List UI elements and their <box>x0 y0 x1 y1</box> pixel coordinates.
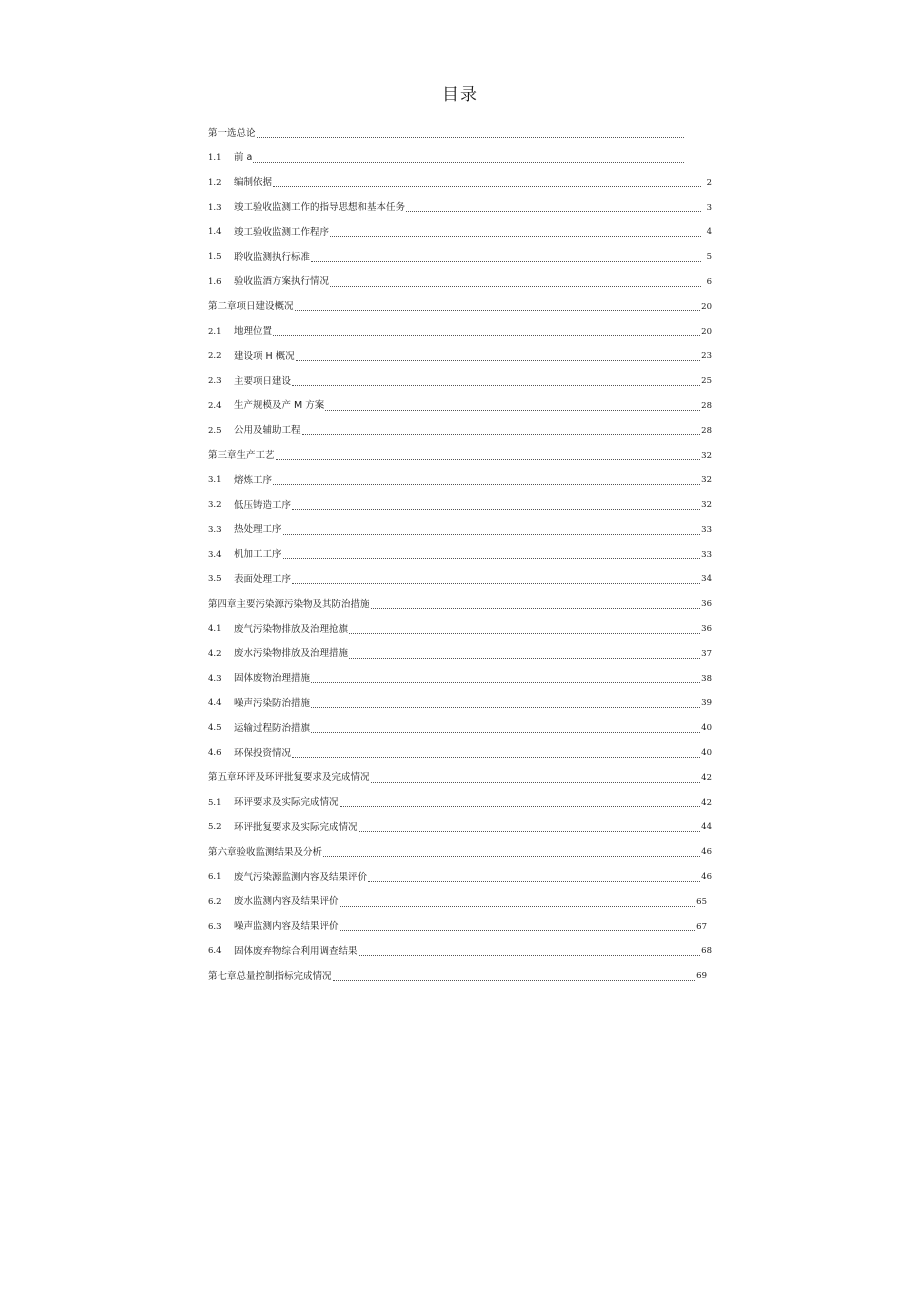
toc-chapter-entry[interactable] <box>208 121 712 146</box>
toc-section-entry[interactable] <box>208 195 712 220</box>
toc-section-number: 2.1 <box>208 326 222 337</box>
toc-entry-label: 环评要求及实际完成情况 <box>234 797 339 809</box>
toc-section-entry[interactable] <box>208 691 712 716</box>
toc-dot-leader <box>292 508 700 510</box>
toc-dot-leader <box>325 409 700 411</box>
toc-page-number: 33 <box>701 549 712 560</box>
toc-section-entry[interactable] <box>208 493 712 518</box>
toc-entry-label: 废气污染物排放及治理抢旗 <box>234 623 349 635</box>
toc-dot-leader <box>292 756 700 758</box>
toc-entry-label: 第四章主要污染源污染物及其防治措施 <box>208 598 370 610</box>
toc-entry-label: 第二章项日建设概况 <box>208 301 294 313</box>
toc-dot-leader <box>276 458 701 460</box>
toc-section-entry[interactable] <box>208 518 712 543</box>
toc-section-entry[interactable] <box>208 815 712 840</box>
toc-entry-label: 表面处理工序 <box>234 573 292 585</box>
toc-entry-label: 机加工工序 <box>234 549 282 561</box>
toc-page-number: 5 <box>706 252 712 263</box>
toc-section-number: 1.5 <box>208 252 222 263</box>
toc-dot-leader <box>292 582 700 584</box>
toc-section-number: 2.3 <box>208 376 222 387</box>
toc-dot-leader <box>349 632 700 634</box>
toc-entry-label: 固体废物治理措施 <box>234 673 311 685</box>
toc-section-number: 4.6 <box>208 748 222 759</box>
toc-entry-label: 环保投资情况 <box>234 747 292 759</box>
toc-dot-leader <box>368 880 700 882</box>
toc-section-entry[interactable] <box>208 617 712 642</box>
toc-dot-leader <box>283 533 701 535</box>
toc-page-number: 46 <box>701 847 712 858</box>
toc-page-number: 69 <box>696 971 707 982</box>
toc-page-number: 67 <box>696 921 707 932</box>
toc-page-number: 68 <box>701 946 712 957</box>
toc-dot-leader <box>330 235 701 237</box>
toc-section-entry[interactable] <box>208 468 712 493</box>
toc-dot-leader <box>273 185 701 187</box>
toc-section-entry[interactable] <box>208 716 712 741</box>
toc-section-number: 3.1 <box>208 475 222 486</box>
toc-dot-leader <box>253 161 684 163</box>
toc-entry-label: 废气污染源监测内容及结果评价 <box>234 871 368 883</box>
toc-dot-leader <box>330 285 701 287</box>
toc-chapter-entry[interactable] <box>208 295 712 320</box>
toc-entry-label: 噪声污染防治措施 <box>234 697 311 709</box>
toc-section-entry[interactable] <box>208 543 712 568</box>
toc-entry-label: 地理位置 <box>234 326 273 338</box>
toc-page-number: 3 <box>706 202 712 213</box>
toc-section-number: 2.5 <box>208 425 222 436</box>
toc-dot-leader <box>311 731 700 733</box>
toc-section-number: 3.3 <box>208 524 222 535</box>
toc-page-number: 32 <box>701 450 712 461</box>
toc-dot-leader <box>295 309 701 311</box>
toc-section-number: 6.3 <box>208 921 222 932</box>
toc-page-number: 37 <box>701 648 712 659</box>
toc-entry-label: 编制依据 <box>234 177 273 189</box>
toc-page-number: 20 <box>701 326 712 337</box>
toc-dot-leader <box>302 433 701 435</box>
toc-page-number: 38 <box>701 673 712 684</box>
toc-section-entry[interactable] <box>208 171 712 196</box>
toc-page-number: 42 <box>701 797 712 808</box>
toc-entry-label: 验收监酒方案执行情况 <box>234 276 330 288</box>
toc-entry-label: 热处理工序 <box>234 524 282 536</box>
toc-section-number: 6.1 <box>208 872 222 883</box>
toc-page-number: 36 <box>701 599 712 610</box>
toc-entry-label: 运输过程防治措旗 <box>234 722 311 734</box>
toc-page-number: 23 <box>701 351 712 362</box>
toc-section-number: 3.4 <box>208 549 222 560</box>
toc-page-number: 40 <box>701 748 712 759</box>
toc-section-entry[interactable] <box>208 939 712 964</box>
toc-dot-leader <box>311 706 700 708</box>
toc-entry-label: 第一选总论 <box>208 127 256 139</box>
toc-page-number: 32 <box>701 475 712 486</box>
toc-entry-label: 主要项日建设 <box>234 375 292 387</box>
toc-section-number: 6.4 <box>208 946 222 957</box>
page-title: 目录 <box>442 85 478 105</box>
toc-section-number: 6.2 <box>208 896 222 907</box>
toc-section-number: 4.4 <box>208 698 222 709</box>
toc-entry-label: 废水监测内容及结果评价 <box>234 896 339 908</box>
toc-entry-label: 第六章验收监测结果及分析 <box>208 846 323 858</box>
toc-section-entry[interactable] <box>208 865 712 890</box>
toc-chapter-entry[interactable] <box>208 443 712 468</box>
toc-section-number: 5.1 <box>208 797 222 808</box>
toc-dot-leader <box>333 979 696 981</box>
toc-section-entry[interactable] <box>208 245 712 270</box>
toc-dot-leader <box>359 954 701 956</box>
toc-section-number: 1.6 <box>208 276 222 287</box>
toc-section-number: 4.2 <box>208 648 222 659</box>
toc-section-entry[interactable] <box>208 319 712 344</box>
toc-section-number: 1.2 <box>208 177 222 188</box>
toc-entry-label: 噪声监测内容及结果评价 <box>234 921 339 933</box>
toc-section-entry[interactable] <box>208 344 712 369</box>
toc-dot-leader <box>340 929 696 931</box>
toc-dot-leader <box>371 781 701 783</box>
toc-section-number: 4.5 <box>208 723 222 734</box>
toc-chapter-entry[interactable] <box>208 964 712 989</box>
toc-section-entry[interactable] <box>208 146 712 171</box>
toc-page-number: 20 <box>701 301 712 312</box>
toc-section-number: 5.2 <box>208 822 222 833</box>
table-of-contents <box>208 121 712 989</box>
toc-chapter-entry[interactable] <box>208 840 712 865</box>
toc-section-number: 4.1 <box>208 624 222 635</box>
toc-entry-label: 环评批复要求及实际完成情况 <box>234 821 358 833</box>
toc-dot-leader <box>273 334 700 336</box>
toc-dot-leader <box>371 607 701 609</box>
toc-entry-label: 废水污染物排放及治理措施 <box>234 648 349 660</box>
toc-chapter-entry[interactable] <box>208 592 712 617</box>
toc-section-number: 1.3 <box>208 202 222 213</box>
toc-page-number: 46 <box>701 872 712 883</box>
toc-entry-label: 熔炼工序 <box>234 474 273 486</box>
toc-section-entry[interactable] <box>208 394 712 419</box>
toc-dot-leader <box>340 905 696 907</box>
toc-dot-leader <box>359 830 701 832</box>
toc-entry-label: 第七章总量控制指标完成情况 <box>208 970 332 982</box>
toc-dot-leader <box>273 483 700 485</box>
toc-page-number: 39 <box>701 698 712 709</box>
toc-page-number: 6 <box>706 276 712 287</box>
toc-page-number: 65 <box>696 896 707 907</box>
toc-section-entry[interactable] <box>208 220 712 245</box>
toc-page-number: 4 <box>706 227 712 238</box>
toc-dot-leader <box>311 260 701 262</box>
toc-entry-label: 第三章生产工艺 <box>208 450 275 461</box>
toc-section-entry[interactable] <box>208 642 712 667</box>
toc-entry-label: 建设项 H 概况 <box>234 350 295 362</box>
toc-page-number: 34 <box>701 574 712 585</box>
toc-page-number: 42 <box>701 772 712 783</box>
toc-section-entry[interactable] <box>208 419 712 444</box>
toc-entry-label: 聆收监测执行标准 <box>234 251 311 263</box>
toc-chapter-entry[interactable] <box>208 766 712 791</box>
toc-section-entry[interactable] <box>208 270 712 295</box>
toc-dot-leader <box>340 805 701 807</box>
toc-section-entry[interactable] <box>208 667 712 692</box>
toc-entry-label: 固体废弃物综合利用调查结果 <box>234 945 358 957</box>
toc-page-number: 25 <box>701 376 712 387</box>
toc-page-number: 36 <box>701 624 712 635</box>
toc-page-number: 44 <box>701 822 712 833</box>
toc-dot-leader <box>296 359 700 361</box>
toc-entry-label: 竣工验收监测工作程序 <box>234 226 330 238</box>
toc-section-number: 4.3 <box>208 673 222 684</box>
toc-page-number: 40 <box>701 723 712 734</box>
toc-page-number: 33 <box>701 524 712 535</box>
toc-entry-label: 生产规模及产 M 方案 <box>234 400 325 412</box>
toc-section-number: 1.1 <box>208 152 222 163</box>
toc-section-entry[interactable] <box>208 741 712 766</box>
toc-dot-leader <box>257 136 684 138</box>
toc-section-number: 2.2 <box>208 351 222 362</box>
toc-page-number: 28 <box>701 400 712 411</box>
toc-dot-leader <box>323 855 700 857</box>
toc-section-entry[interactable] <box>208 890 712 915</box>
toc-section-number: 3.5 <box>208 574 222 585</box>
toc-page-number: 32 <box>701 500 712 511</box>
toc-dot-leader <box>406 210 701 212</box>
toc-entry-label: 竣工验收监测工作的指导思想和基本任务 <box>234 202 406 214</box>
toc-page-number: 2 <box>706 177 712 188</box>
toc-section-entry[interactable] <box>208 567 712 592</box>
toc-dot-leader <box>283 557 701 559</box>
toc-section-entry[interactable] <box>208 915 712 940</box>
toc-dot-leader <box>349 657 700 659</box>
toc-section-entry[interactable] <box>208 369 712 394</box>
toc-dot-leader <box>292 384 700 386</box>
toc-entry-label: 公用及辅助工程 <box>234 425 301 437</box>
toc-section-entry[interactable] <box>208 791 712 816</box>
toc-entry-label: 前 a <box>234 152 253 164</box>
toc-dot-leader <box>311 681 700 683</box>
toc-section-number: 2.4 <box>208 400 222 411</box>
toc-entry-label: 第五章环评及环评批复要求及完成情况 <box>208 772 370 784</box>
toc-entry-label: 低压铸造工序 <box>234 499 292 511</box>
toc-section-number: 3.2 <box>208 500 222 511</box>
toc-section-number: 1.4 <box>208 227 222 238</box>
toc-page-number: 28 <box>701 425 712 436</box>
